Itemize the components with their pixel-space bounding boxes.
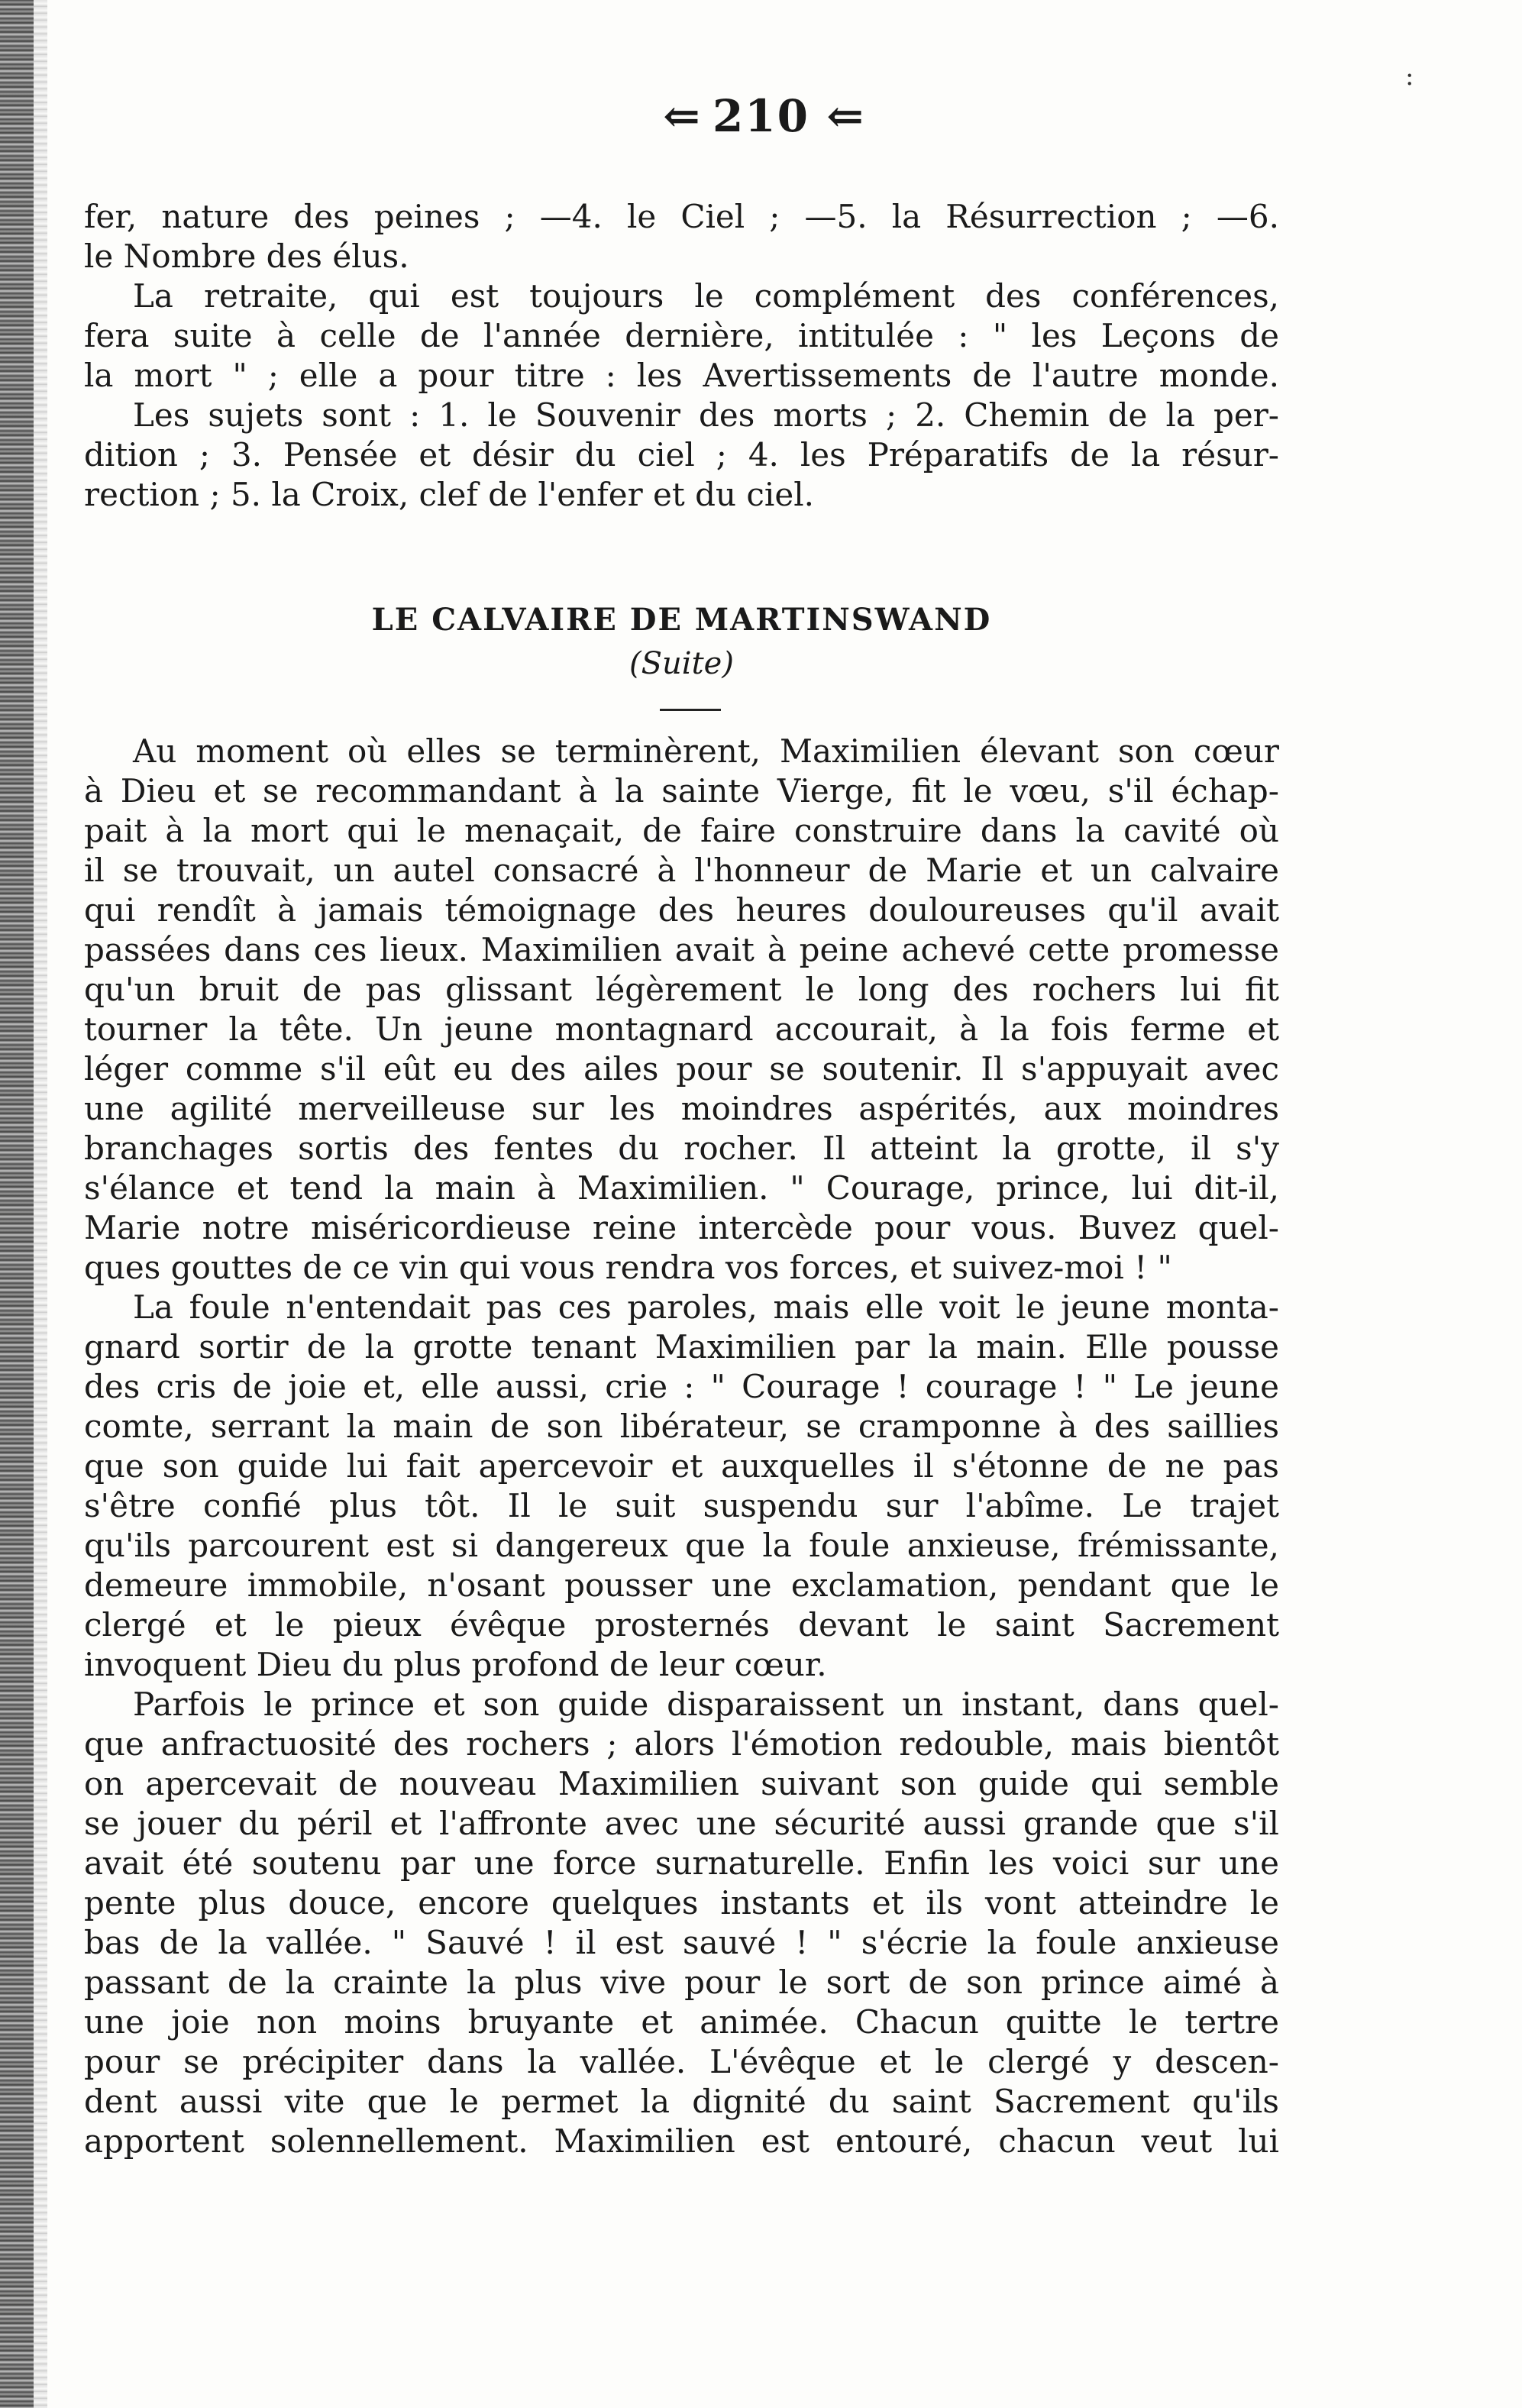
text-line: apportent solennellement. Maximilien est entouré, chacun veut lui <box>84 2122 1279 2160</box>
text-line: Marie notre miséricordieuse reine intercède pour vous. Buvez quel- <box>84 1209 1279 1246</box>
text-line: clergé et le pieux évêque prosternés devant le saint Sacrement <box>84 1606 1279 1644</box>
text-line: passées dans ces lieux. Maximilien avait à peine achevé cette promesse <box>84 931 1279 968</box>
text-line: pente plus douce, encore quelques instants et ils vont atteindre le <box>84 1884 1279 1922</box>
text-line: Les sujets sont : 1. le Souvenir des morts ; 2. Chemin de la per- <box>133 396 1279 434</box>
text-line: qu'ils parcourent est si dangereux que la foule anxieuse, frémissante, <box>84 1527 1279 1564</box>
text-line: Au moment où elles se terminèrent, Maximilien élevant son cœur <box>133 732 1279 770</box>
text-line: qui rendît à jamais témoignage des heures douloureuses qu'il avait <box>84 891 1279 929</box>
text-line: que son guide lui fait apercevoir et auxquelles il s'étonne de ne pas <box>84 1447 1279 1485</box>
text-line: dition ; 3. Pensée et désir du ciel ; 4. les Préparatifs de la résur- <box>84 436 1279 474</box>
text-line: se jouer du péril et l'affronte avec une sécurité aussi grande que s'il <box>84 1805 1279 1842</box>
article-body <box>84 732 1279 2161</box>
title-divider <box>660 709 721 711</box>
page-number: ⇐ 210 ⇐ <box>663 90 859 142</box>
text-line: fer, nature des peines ; —4. le Ciel ; —5. la Résurrection ; —6. <box>84 198 1279 235</box>
text-line: s'élance et tend la main à Maximilien. " Courage, prince, lui dit-il, <box>84 1169 1279 1207</box>
text-line: branchages sortis des fentes du rocher. Il atteint la grotte, il s'y <box>84 1130 1279 1167</box>
text-line: ques gouttes de ce vin qui vous rendra vos forces, et suivez-moi ! " <box>84 1249 1172 1286</box>
text-line: s'être confié plus tôt. Il le suit suspendu sur l'abîme. Le trajet <box>84 1487 1279 1524</box>
text-line: comte, serrant la main de son libérateur, se cramponne à des saillies <box>84 1408 1279 1445</box>
text-line: Parfois le prince et son guide disparaissent un instant, dans quel- <box>133 1686 1279 1723</box>
text-line: léger comme s'il eût eu des ailes pour se soutenir. Il s'appuyait avec <box>84 1050 1279 1088</box>
text-line: avait été soutenu par une force surnaturelle. Enfin les voici sur une <box>84 1844 1279 1882</box>
text-line: gnard sortir de la grotte tenant Maximilien par la main. Elle pousse <box>84 1328 1279 1366</box>
text-line: La retraite, qui est toujours le complément des conférences, <box>133 277 1279 315</box>
intro-paragraphs <box>84 197 1279 515</box>
article-title: LE CALVAIRE DE MARTINSWAND <box>371 602 992 638</box>
text-line: tourner la tête. Un jeune montagnard accourait, à la fois ferme et <box>84 1010 1279 1048</box>
text-line: bas de la vallée. " Sauvé ! il est sauvé ! " s'écrie la foule anxieuse <box>84 1924 1279 1961</box>
text-line: il se trouvait, un autel consacré à l'honneur de Marie et un calvaire <box>84 852 1279 889</box>
text-line: que anfractuosité des rochers ; alors l'émotion redouble, mais bientôt <box>84 1725 1279 1763</box>
text-line: demeure immobile, n'osant pousser une exclamation, pendant que le <box>84 1566 1279 1604</box>
text-line: fera suite à celle de l'année dernière, intitulée : " les Leçons de <box>84 317 1279 354</box>
text-line: on apercevait de nouveau Maximilien suivant son guide qui semble <box>84 1765 1279 1802</box>
text-line: qu'un bruit de pas glissant légèrement le long des rochers lui fit <box>84 971 1279 1008</box>
page-number-value: 210 <box>712 90 810 142</box>
text-line: pour se précipiter dans la vallée. L'évêque et le clergé y descen- <box>84 2043 1279 2080</box>
text-line: le Nombre des élus. <box>84 238 409 275</box>
text-line: dent aussi vite que le permet la dignité du saint Sacrement qu'ils <box>84 2083 1279 2120</box>
text-line: rection ; 5. la Croix, clef de l'enfer et du ciel. <box>84 476 814 513</box>
text-line: invoquent Dieu du plus profond de leur cœur. <box>84 1646 827 1683</box>
text-line: passant de la crainte la plus vive pour le sort de son prince aimé à <box>84 1964 1279 2001</box>
text-line: la mort " ; elle a pour titre : les Avertissements de l'autre monde. <box>84 357 1279 394</box>
page-gutter <box>34 0 47 2408</box>
book-spine-shadow <box>0 0 34 2408</box>
text-line: à Dieu et se recommandant à la sainte Vierge, fit le vœu, s'il échap- <box>84 772 1279 810</box>
text-line: des cris de joie et, elle aussi, crie : " Courage ! courage ! " Le jeune <box>84 1368 1279 1405</box>
article-subtitle: (Suite) <box>629 646 734 681</box>
text-line: une joie non moins bruyante et animée. Chacun quitte le tertre <box>84 2003 1279 2041</box>
text-line: La foule n'entendait pas ces paroles, mais elle voit le jeune monta- <box>133 1288 1279 1326</box>
stray-mark: : <box>1405 61 1414 92</box>
text-line: une agilité merveilleuse sur les moindres aspérités, aux moindres <box>84 1090 1279 1127</box>
text-line: pait à la mort qui le menaçait, de faire construire dans la cavité où <box>84 812 1279 849</box>
